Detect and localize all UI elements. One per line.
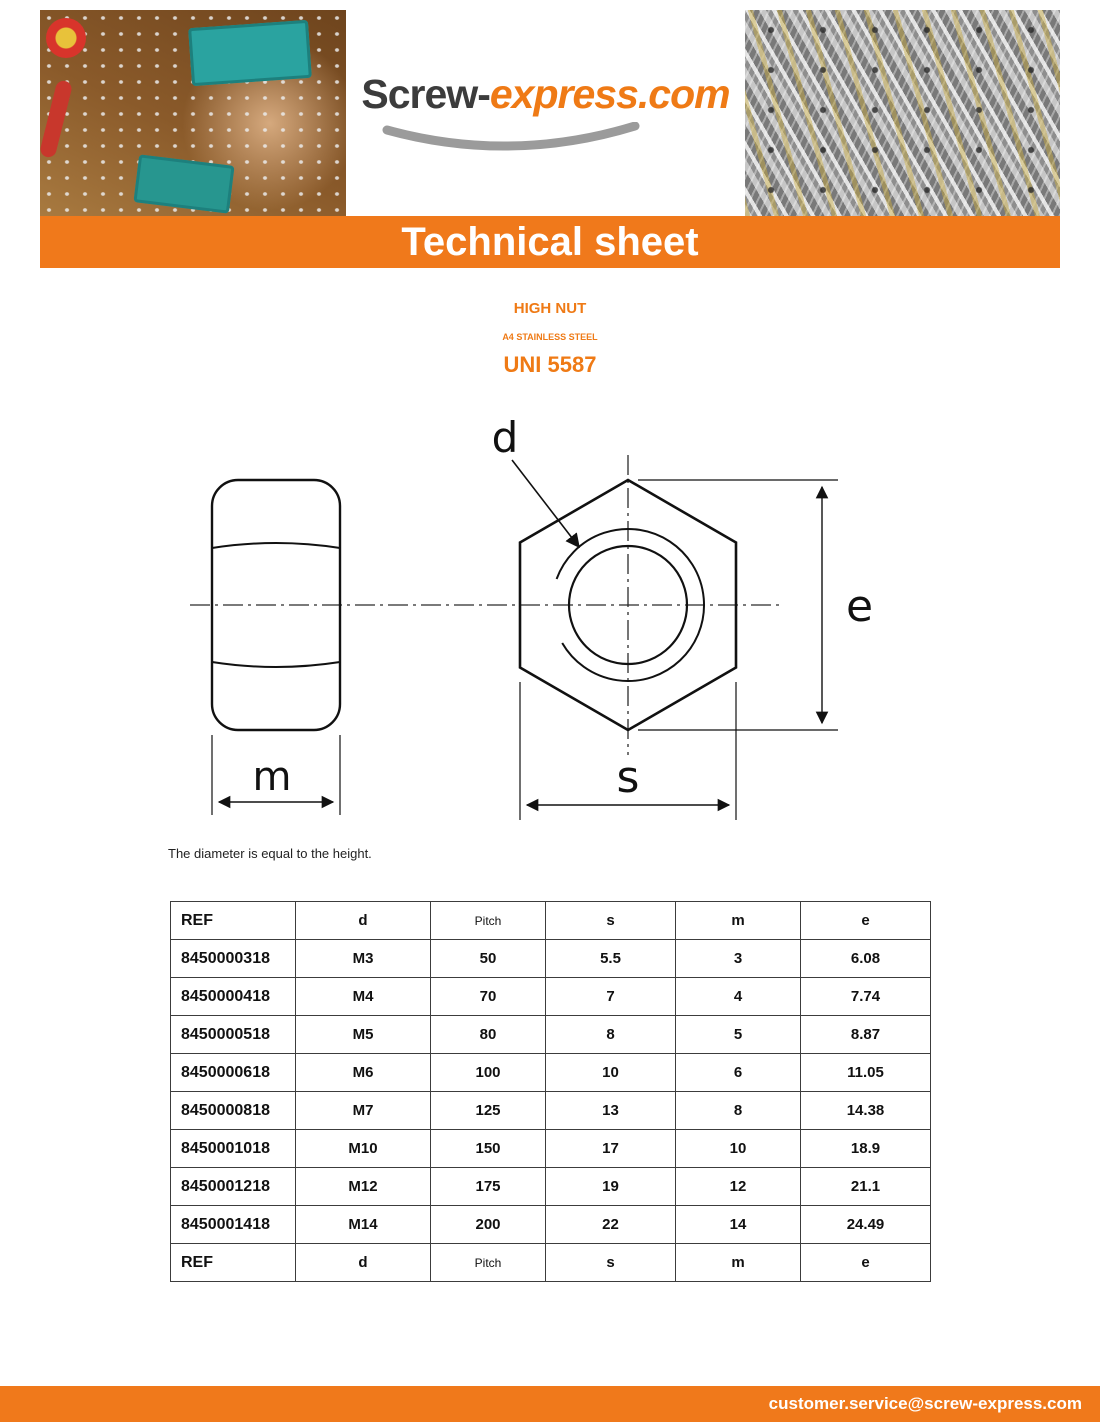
spec-table-header-row (171, 902, 931, 940)
data-cell: M5 (296, 1016, 431, 1054)
spec-table-row (171, 1206, 931, 1244)
data-cell: M12 (296, 1168, 431, 1206)
product-title: HIGH NUT (513, 300, 587, 317)
data-cell: M6 (296, 1054, 431, 1092)
logo-text-orange: express.com (489, 70, 730, 117)
spec-table-row (171, 1054, 931, 1092)
screw-box-decoration (133, 154, 234, 213)
data-cell: 50 (431, 940, 546, 978)
logo (346, 10, 745, 216)
data-cell: 100 (431, 1054, 546, 1092)
data-cell: M14 (296, 1206, 431, 1244)
banner-title: Technical sheet (40, 216, 1060, 268)
spec-table (170, 901, 931, 1282)
header-cell: m (676, 1244, 801, 1282)
data-cell: 8450000318 (171, 940, 296, 978)
header-cell: d (296, 902, 431, 940)
header-cell: REF (171, 1244, 296, 1282)
spec-table-row (171, 940, 931, 978)
header-cell: s (546, 902, 676, 940)
spec-table-row (171, 978, 931, 1016)
data-cell: M3 (296, 940, 431, 978)
workbench-photo (40, 10, 346, 216)
spec-table-header-row (171, 1244, 931, 1282)
dim-label-s: s (616, 752, 640, 803)
data-cell: 8450000818 (171, 1092, 296, 1130)
data-cell: 14.38 (801, 1092, 931, 1130)
data-cell: 6.08 (801, 940, 931, 978)
data-cell: 5 (676, 1016, 801, 1054)
data-cell: 125 (431, 1092, 546, 1130)
data-cell: M7 (296, 1092, 431, 1130)
data-cell: M4 (296, 978, 431, 1016)
dim-label-m: m (252, 754, 292, 800)
data-cell: 19 (546, 1168, 676, 1206)
logo-swoosh-icon (381, 122, 641, 156)
data-cell: 10 (546, 1054, 676, 1092)
data-cell: 7.74 (801, 978, 931, 1016)
data-cell: 5.5 (546, 940, 676, 978)
nut-face-line-bottom (212, 662, 340, 667)
data-cell: 6 (676, 1054, 801, 1092)
dim-label-e: e (846, 581, 874, 632)
data-cell: 200 (431, 1206, 546, 1244)
d-leader-line (512, 460, 579, 547)
footer-bar (0, 1386, 1100, 1422)
data-cell: 8 (546, 1016, 676, 1054)
data-cell: 175 (431, 1168, 546, 1206)
data-cell: 80 (431, 1016, 546, 1054)
data-cell: 22 (546, 1206, 676, 1244)
product-material: A4 STAINLESS STEEL (502, 332, 598, 342)
spec-table-row (171, 1016, 931, 1054)
data-cell: 8.87 (801, 1016, 931, 1054)
data-cell: 11.05 (801, 1054, 931, 1092)
data-cell: 8450001418 (171, 1206, 296, 1244)
screw-tray-decoration (188, 20, 312, 86)
product-standard: UNI 5587 (503, 352, 597, 377)
tape-measure-decoration (46, 18, 86, 58)
header-cell: e (801, 1244, 931, 1282)
data-cell: 8450001218 (171, 1168, 296, 1206)
header-cell: s (546, 1244, 676, 1282)
data-cell: 21.1 (801, 1168, 931, 1206)
data-cell: 10 (676, 1130, 801, 1168)
logo-text (361, 71, 729, 118)
screws-photo (745, 10, 1060, 216)
spec-table-row (171, 1130, 931, 1168)
header-cell: Pitch (431, 1244, 546, 1282)
header-cell: m (676, 902, 801, 940)
contact-email: customer.service@screw-express.com (768, 1394, 1082, 1413)
data-cell: 8450000618 (171, 1054, 296, 1092)
data-cell: 8 (676, 1092, 801, 1130)
data-cell: 3 (676, 940, 801, 978)
data-cell: 7 (546, 978, 676, 1016)
data-cell: 8450001018 (171, 1130, 296, 1168)
data-cell: M10 (296, 1130, 431, 1168)
header-cell: d (296, 1244, 431, 1282)
data-cell: 17 (546, 1130, 676, 1168)
data-cell: 8450000518 (171, 1016, 296, 1054)
dim-label-d: d (491, 413, 519, 462)
header-cell: e (801, 902, 931, 940)
screwdriver-decoration (40, 79, 73, 159)
data-cell: 12 (676, 1168, 801, 1206)
data-cell: 70 (431, 978, 546, 1016)
nut-face-line-top (212, 543, 340, 548)
spec-table-row (171, 1092, 931, 1130)
data-cell: 24.49 (801, 1206, 931, 1244)
data-cell: 8450000418 (171, 978, 296, 1016)
data-cell: 13 (546, 1092, 676, 1130)
data-cell: 18.9 (801, 1130, 931, 1168)
data-cell: 4 (676, 978, 801, 1016)
logo-text-dark: Screw- (361, 70, 490, 117)
note-text: The diameter is equal to the height. (168, 846, 372, 861)
technical-drawing (0, 400, 1100, 845)
header-cell: REF (171, 902, 296, 940)
data-cell: 150 (431, 1130, 546, 1168)
spec-table-row (171, 1168, 931, 1206)
header-cell: Pitch (431, 902, 546, 940)
data-cell: 14 (676, 1206, 801, 1244)
